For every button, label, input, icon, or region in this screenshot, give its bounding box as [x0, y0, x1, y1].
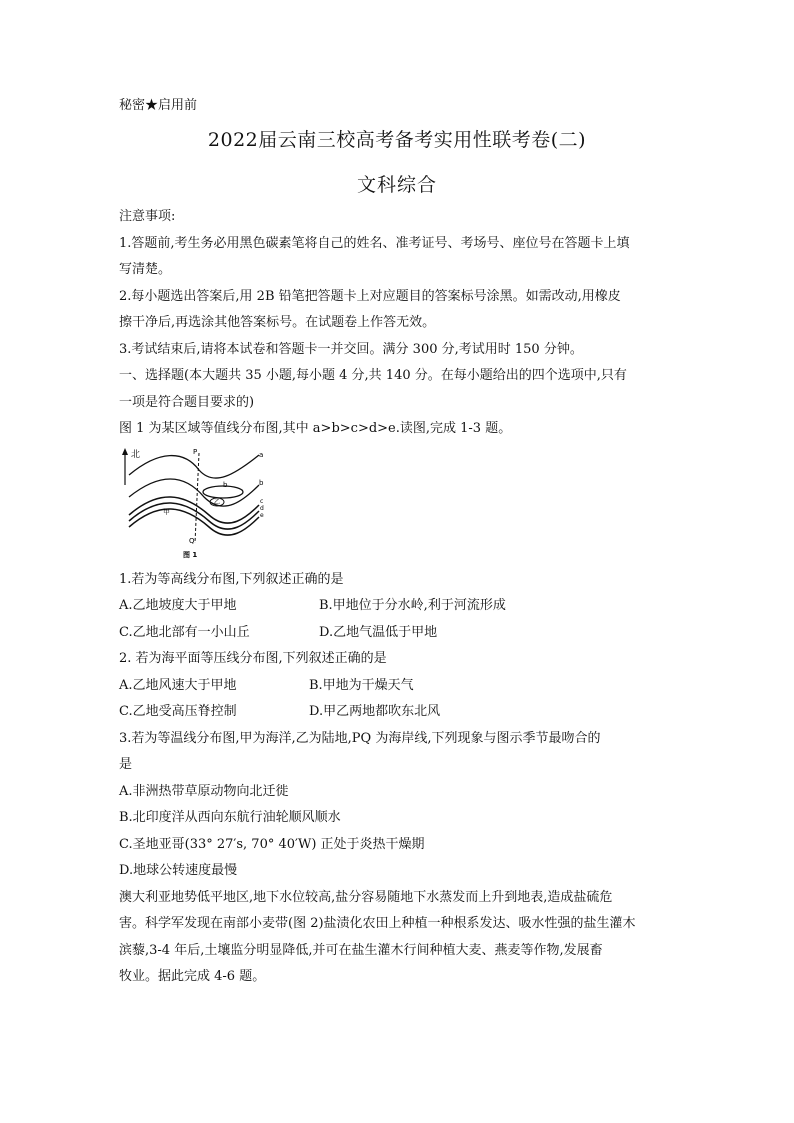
q2-option-a: A.乙地风速大于甲地	[119, 677, 237, 693]
label-jia: 甲	[163, 507, 170, 516]
passage-line-2: 害。科学军发现在南部小麦带(图 2)盐渍化农田上种植一种根系发达、吸水性强的盐生灌木	[119, 916, 636, 931]
q2-option-b: B.甲地为干燥天气	[309, 677, 414, 693]
q3-option-b: B.北印度洋从西向东航行油轮顺风顺水	[119, 810, 341, 825]
label-p: P	[193, 447, 198, 456]
exam-title: 2022届云南三校高考备考实用性联考卷(二)	[207, 129, 587, 151]
isoline-map	[119, 445, 289, 565]
q3-option-a: A.非洲热带草原动物向北迁徙	[119, 783, 289, 799]
label-e: e	[260, 511, 264, 519]
q3-stem-line-1: 3.若为等温线分布图,甲为海洋,乙为陆地,PQ 为海岸线,下列现象与图示季节最吻合的	[119, 730, 601, 746]
q1-option-b: B.甲地位于分水岭,利于河流形成	[319, 598, 506, 613]
label-b: b	[259, 478, 264, 487]
isoline-a	[129, 455, 259, 478]
isoline-e	[129, 508, 259, 534]
north-label: 北	[131, 449, 141, 460]
q2-option-c: C.乙地受高压脊控制	[119, 704, 237, 719]
q3-stem-line-2: 是	[119, 757, 133, 772]
figure-1	[119, 445, 679, 565]
label-d: d	[260, 504, 264, 512]
label-q: Q	[189, 536, 195, 545]
label-b-center: b	[223, 480, 228, 489]
passage-line-3: 滨藜,3-4 年后,土壤监分明显降低,并可在盐生灌木行间种植大麦、燕麦等作物,发展畜	[119, 942, 603, 958]
passage-line-1: 澳大利亚地势低平地区,地下水位较高,盐分容易随地下水蒸发而上升到地表,造成盐硫危	[119, 889, 613, 905]
confidential-label: 秘密★启用前	[119, 98, 198, 113]
q1-option-a: A.乙地坡度大于甲地	[119, 598, 237, 613]
q1-options-row-1	[119, 593, 679, 620]
note-2-line-1: 2.每小题选出答案后,用 2B 铅笔把答题卡上对应题目的答案标号涂黑。如需改动,用橡皮	[119, 288, 621, 304]
note-1-line-2: 写清楚。	[119, 262, 172, 277]
q1-options-row-2	[119, 620, 679, 647]
exam-subject: 文科综合	[356, 174, 437, 196]
passage-line-4: 牧业。据此完成 4-6 题。	[119, 969, 266, 984]
section-heading-line-1: 一、选择题(本大题共 35 小题,每小题 4 分,共 140 分。在每小题给出的四个选项中,只有	[119, 368, 627, 383]
q2-options-row-2	[119, 699, 679, 726]
q1-option-d: D.乙地气温低于甲地	[319, 624, 438, 640]
notes-heading: 注意事项:	[119, 209, 176, 224]
figure-1-caption: 图 1	[183, 550, 198, 559]
note-2-line-2: 擦干净后,再选涂其他答案标号。在试题卷上作答无效。	[119, 315, 436, 330]
section-heading-line-2: 一项是符合题目要求的)	[119, 394, 255, 410]
note-3: 3.考试结束后,请将本试卷和答题卡一并交回。满分 300 分,考试用时 150 分钟。	[119, 341, 583, 357]
q2-options-row-1	[119, 673, 679, 700]
q2-option-d: D.甲乙两地都吹东北风	[309, 704, 441, 719]
label-yi: 乙	[214, 498, 221, 506]
label-a: a	[259, 450, 264, 459]
north-arrow-icon	[122, 448, 128, 455]
q1-stem: 1.若为等高线分布图,下列叙述正确的是	[119, 571, 344, 587]
exam-body	[119, 204, 679, 991]
q1-option-c: C.乙地北部有一小山丘	[119, 624, 250, 640]
label-c: c	[260, 497, 264, 505]
figure-1-intro: 图 1 为某区域等值线分布图,其中 a>b>c>d>e.读图,完成 1-3 题。	[119, 421, 512, 436]
q2-stem: 2. 若为海平面等压线分布图,下列叙述正确的是	[119, 651, 387, 666]
q3-option-d: D.地球公转速度最慢	[119, 863, 238, 878]
note-1-line-1: 1.答题前,考生务必用黑色碳素笔将自己的姓名、准考证号、考场号、座位号在答题卡上填	[119, 235, 630, 251]
q3-option-c: C.圣地亚哥(33° 27′s, 70° 40′W) 正处于炎热干燥期	[119, 836, 425, 852]
